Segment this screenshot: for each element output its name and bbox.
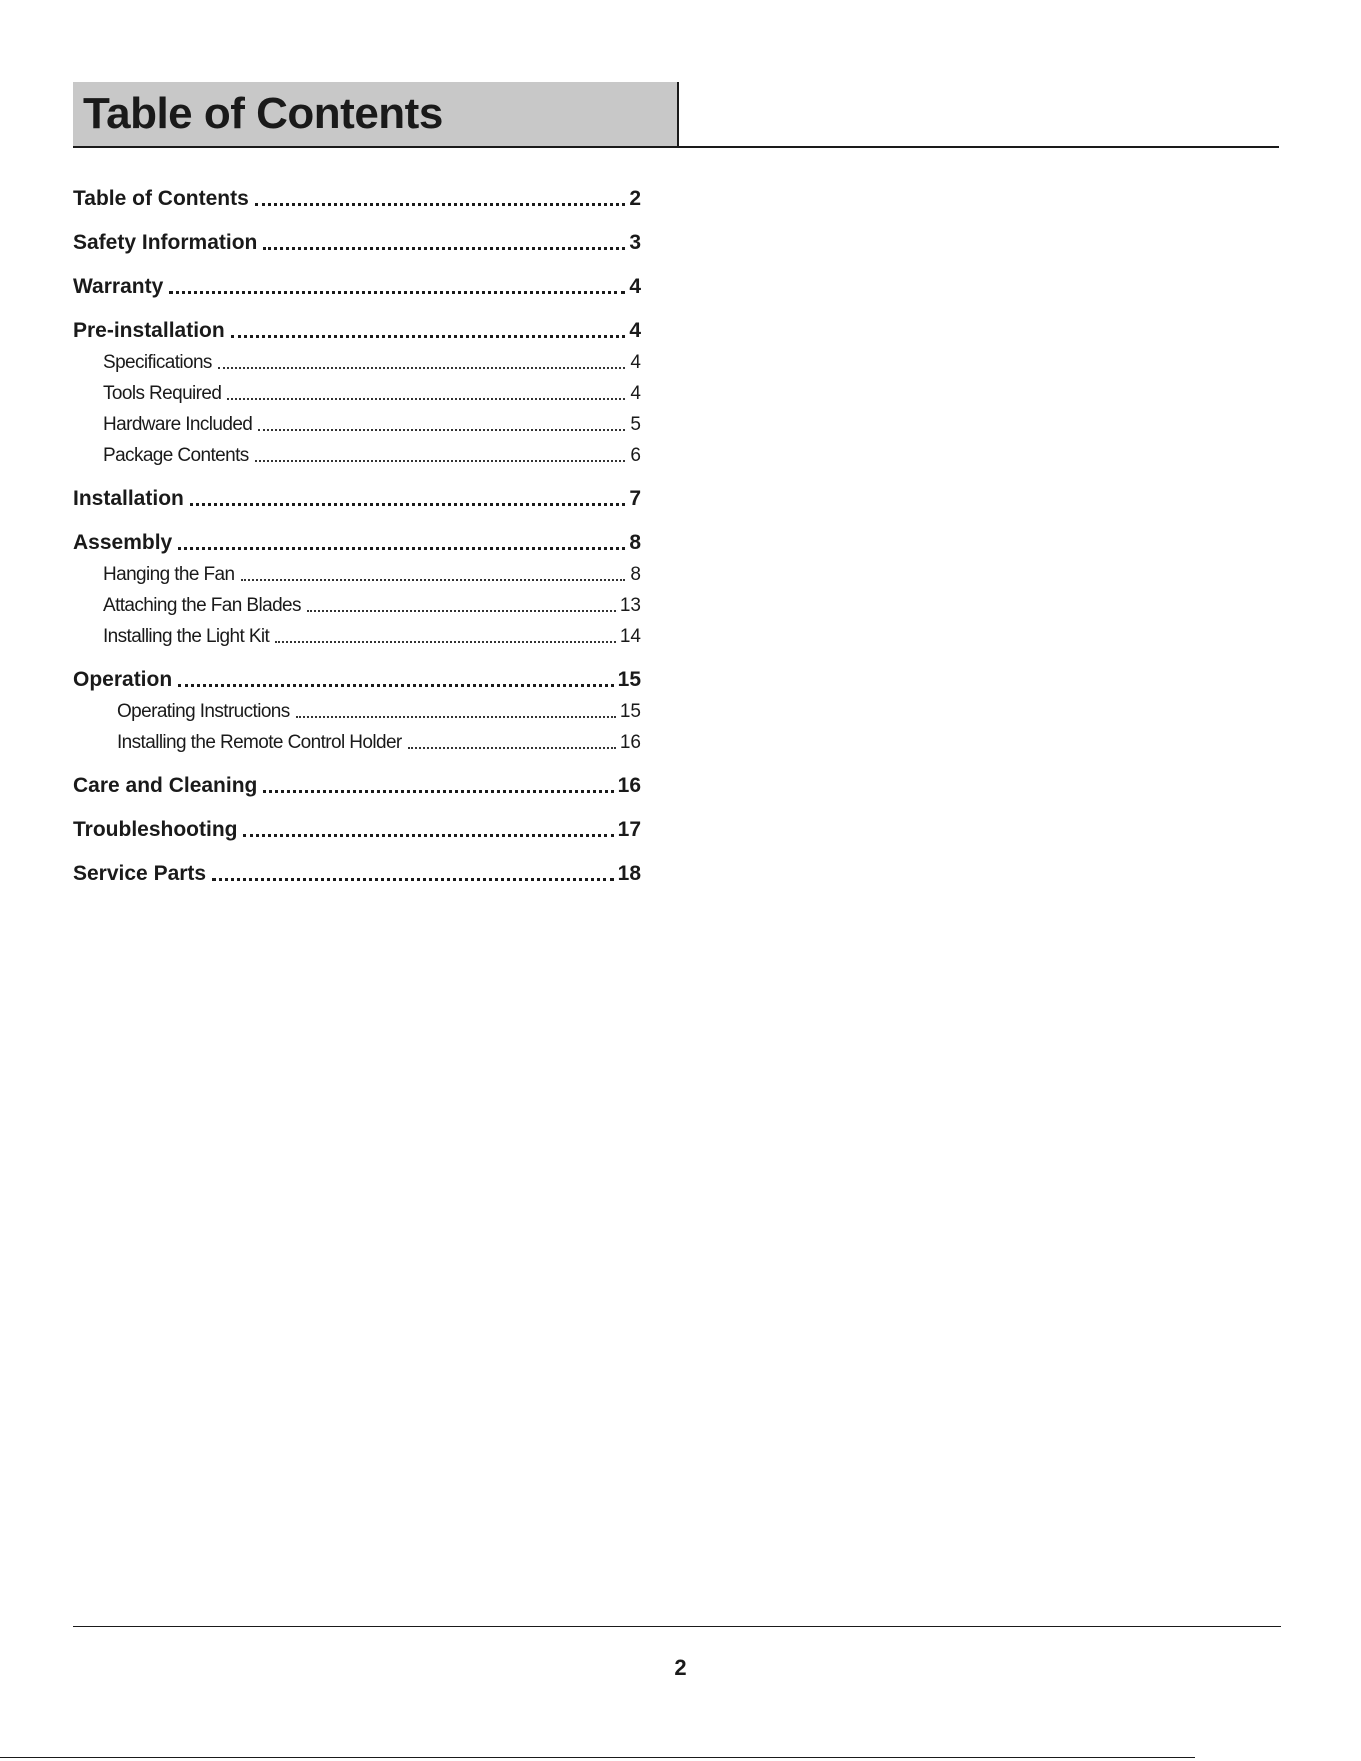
page-title: Table of Contents [83, 89, 443, 138]
toc-entry-page: 2 [629, 187, 641, 210]
toc-entry[interactable] [73, 860, 641, 886]
toc-entry-page: 4 [630, 383, 641, 404]
footer-divider [73, 1626, 1281, 1627]
toc-entry-page: 15 [617, 668, 641, 691]
toc-leader-dots [275, 641, 616, 643]
toc-leader-dots [307, 610, 616, 612]
toc-entry-page: 3 [629, 231, 641, 254]
page-header [73, 82, 1279, 148]
bottom-edge-rule [0, 1757, 1195, 1758]
toc-entry[interactable] [103, 348, 641, 374]
toc-entry-label: Warranty [73, 275, 164, 298]
header-title-box [73, 82, 679, 146]
toc-entry-page: 6 [630, 445, 641, 466]
toc-entry-label: Attaching the Fan Blades [103, 595, 301, 616]
toc-entry[interactable] [73, 666, 641, 692]
toc-entry[interactable] [73, 772, 641, 798]
toc-leader-dots [263, 790, 613, 793]
toc-entry-page: 4 [629, 319, 641, 342]
toc-entry[interactable] [103, 560, 641, 586]
toc-entry-label: Tools Required [103, 383, 222, 404]
toc-leader-dots [190, 503, 625, 506]
toc-leader-dots [408, 747, 616, 749]
toc-entry-label: Pre-installation [73, 319, 225, 342]
toc-leader-dots [227, 398, 625, 400]
page-number: 2 [674, 1655, 687, 1680]
toc-entry-page: 18 [617, 862, 641, 885]
toc-entry-page: 17 [617, 818, 641, 841]
toc-leader-dots [296, 716, 616, 718]
toc-entry-page: 16 [619, 732, 641, 753]
toc-entry-label: Troubleshooting [73, 818, 238, 841]
toc-entry[interactable] [73, 816, 641, 842]
toc-entry-label: Safety Information [73, 231, 258, 254]
toc-entry[interactable] [73, 485, 641, 511]
toc-entry-label: Operating Instructions [117, 701, 290, 722]
toc-entry[interactable] [117, 728, 641, 754]
toc-leader-dots [255, 203, 625, 206]
toc-entry-label: Specifications [103, 352, 212, 373]
toc-entry[interactable] [103, 622, 641, 648]
toc-entry[interactable] [73, 273, 641, 299]
toc-entry-label: Assembly [73, 531, 173, 554]
toc-leader-dots [178, 547, 625, 550]
toc-entry[interactable] [73, 529, 641, 555]
toc-entry-label: Package Contents [103, 445, 249, 466]
toc-entry-label: Installation [73, 487, 184, 510]
toc-entry-label: Service Parts [73, 862, 207, 885]
toc-entry-label: Installing the Remote Control Holder [117, 732, 402, 753]
toc-entry[interactable] [73, 317, 641, 343]
toc-entry-page: 7 [629, 487, 641, 510]
toc-entry-page: 14 [619, 626, 641, 647]
toc-entry-label: Installing the Light Kit [103, 626, 270, 647]
toc-entry-page: 15 [619, 701, 641, 722]
toc-leader-dots [178, 684, 613, 687]
toc-leader-dots [243, 834, 613, 837]
toc-entry-page: 8 [630, 564, 641, 585]
toc-entry-page: 16 [617, 774, 641, 797]
toc-entry[interactable] [103, 379, 641, 405]
toc-entry[interactable] [103, 441, 641, 467]
toc-leader-dots [218, 367, 625, 369]
toc-entry-page: 13 [619, 595, 641, 616]
toc-leader-dots [212, 878, 614, 881]
toc-entry-label: Hardware Included [103, 414, 253, 435]
toc-leader-dots [255, 460, 625, 462]
toc-entry[interactable] [73, 229, 641, 255]
toc-entry-label: Care and Cleaning [73, 774, 258, 797]
toc-entry[interactable] [73, 185, 641, 211]
toc-leader-dots [169, 291, 625, 294]
toc-entry-page: 4 [629, 275, 641, 298]
toc-entry-page: 8 [629, 531, 641, 554]
toc-entry[interactable] [117, 697, 641, 723]
toc-entry[interactable] [103, 410, 641, 436]
toc-entry-label: Operation [73, 668, 173, 691]
toc-leader-dots [263, 247, 625, 250]
toc-entry-label: Hanging the Fan [103, 564, 235, 585]
toc-leader-dots [231, 335, 625, 338]
toc-leader-dots [241, 579, 626, 581]
toc-entry-page: 4 [630, 352, 641, 373]
toc-entry-page: 5 [630, 414, 641, 435]
toc-entry[interactable] [103, 591, 641, 617]
toc-leader-dots [258, 429, 625, 431]
toc-entry-label: Table of Contents [73, 187, 249, 210]
